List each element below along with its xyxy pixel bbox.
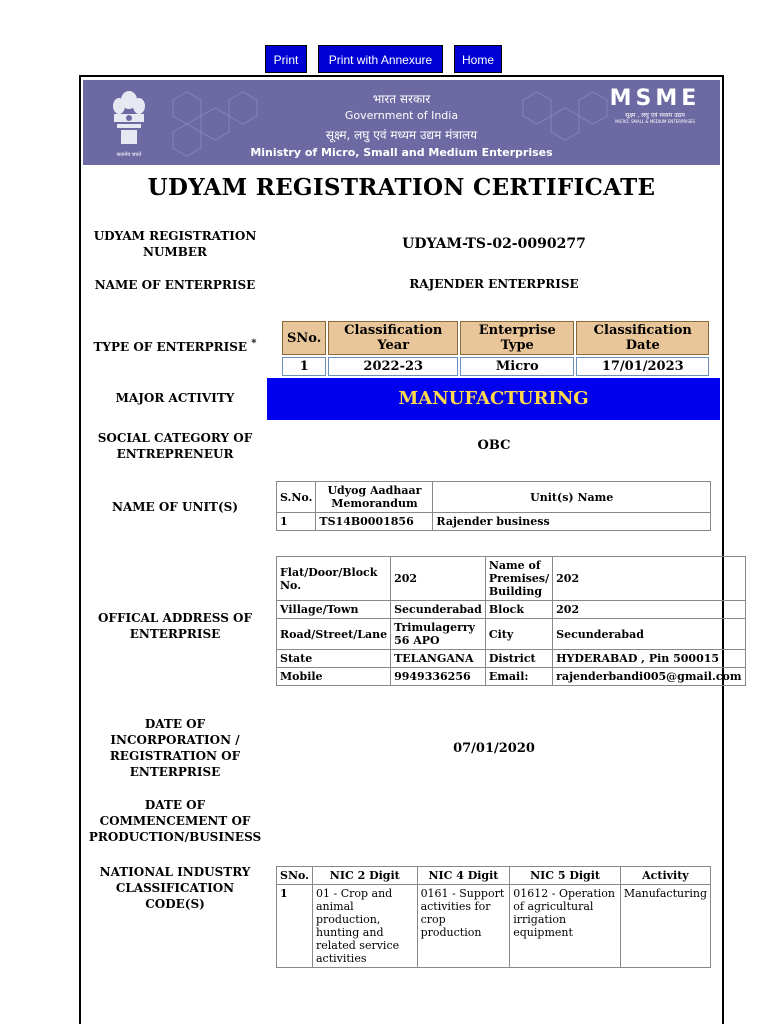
ministry-banner [83,80,720,165]
table-cell: Block [485,601,552,619]
government-text: Government of India [344,109,459,122]
units-label: NAME OF UNIT(S) [111,500,239,514]
msme-logo-text: MSME [609,86,701,111]
table-header: Unit(s) Name [433,482,711,513]
table-cell: Manufacturing [620,885,710,968]
hindi-government-text: भारत सरकार [372,92,431,106]
classification-table [280,319,711,378]
table-cell: District [485,650,552,668]
table-row [277,513,711,531]
table-cell: 1 [282,357,326,376]
table-row [277,601,746,619]
enterprise-name-value: RAJENDER ENTERPRISE [409,277,579,291]
social-category-value: OBC [477,438,511,453]
enterprise-name-label: NAME OF ENTERPRISE [94,278,256,292]
table-cell: Flat/Door/Block No. [277,557,391,601]
commencement-date-label: DATE OF COMMENCEMENT OF PRODUCTION/BUSINESS [88,798,262,844]
table-cell: TS14B0001856 [316,513,433,531]
table-cell: 17/01/2023 [576,357,709,376]
table-header: NIC 2 Digit [312,867,417,885]
table-cell: 202 [553,601,745,619]
table-header: NIC 4 Digit [417,867,510,885]
reg-number-label: UDYAM REGISTRATION NUMBER [93,229,257,259]
table-header: NIC 5 Digit [510,867,621,885]
table-cell: State [277,650,391,668]
top-button-bar [0,45,768,75]
nic-codes-label: NATIONAL INDUSTRY CLASSIFICATION CODE(S) [99,865,251,911]
table-header-row [277,867,711,885]
table-header: Udyog Aadhaar Memorandum [316,482,433,513]
msme-logo [605,86,705,136]
nic-table [276,866,711,968]
table-header: Classification Date [576,321,709,355]
reg-number-value: UDYAM-TS-02-0090277 [402,236,586,252]
table-cell: 1 [277,885,313,968]
enterprise-type-label-text: TYPE OF ENTERPRISE [93,340,248,354]
table-cell: Secunderabad [391,601,486,619]
table-header: Activity [620,867,710,885]
table-header: SNo. [277,867,313,885]
table-cell: Name of Premises/ Building [485,557,552,601]
table-cell: Village/Town [277,601,391,619]
table-header: S.No. [277,482,316,513]
table-row [277,557,746,601]
print-with-annexure-button[interactable]: Print with Annexure [318,45,443,73]
msme-logo-subtitle: MICRO, SMALL & MEDIUM ENTERPRISES [615,119,695,124]
table-row [277,885,711,968]
address-table [276,556,746,686]
certificate-title: UDYAM REGISTRATION CERTIFICATE [147,174,656,201]
table-cell: Micro [460,357,574,376]
table-cell: Secunderabad [553,619,745,650]
units-table [276,481,711,531]
print-button[interactable]: Print [265,45,307,73]
msme-logo-hindi: सूक्ष्म , लघु एवं मध्यम उद्यम [625,112,685,119]
table-cell: Rajender business [433,513,711,531]
table-cell: 202 [553,557,745,601]
table-cell: 01612 - Operation of agricultural irrigation equipment [510,885,621,968]
table-header: Enterprise Type [460,321,574,355]
hindi-ministry-text: सूक्ष्म, लघु एवं मध्यम उद्यम मंत्रालय [325,128,478,142]
table-row [282,357,709,376]
table-cell: 202 [391,557,486,601]
table-header: SNo. [282,321,326,355]
table-row [277,650,746,668]
table-row [277,619,746,650]
table-cell: 1 [277,513,316,531]
incorporation-date-label: DATE OF INCORPORATION / REGISTRATION OF ENTERPRISE [109,717,241,779]
ministry-text: Ministry of Micro, Small and Medium Enterprises [250,146,553,159]
table-cell: TELANGANA [391,650,486,668]
major-activity-label: MAJOR ACTIVITY [115,391,235,405]
table-cell: 2022-23 [328,357,458,376]
table-header-row [277,482,711,513]
table-cell: 9949336256 [391,668,486,686]
table-row [277,668,746,686]
asterisk-mark: * [251,338,257,349]
home-button[interactable]: Home [454,45,502,73]
table-cell: Trimulagerry 56 APO [391,619,486,650]
incorporation-date-value: 07/01/2020 [453,741,535,756]
emblem-caption: सत्यमेव जयते [116,152,142,158]
table-cell: rajenderbandi005@gmail.com [553,668,745,686]
social-category-label: SOCIAL CATEGORY OF ENTREPRENEUR [97,431,253,461]
address-label: OFFICAL ADDRESS OF ENTERPRISE [97,611,253,641]
table-header: Classification Year [328,321,458,355]
major-activity-value: MANUFACTURING [267,378,720,420]
table-cell: City [485,619,552,650]
table-header-row [282,321,709,355]
table-cell: Mobile [277,668,391,686]
table-cell: HYDERABAD , Pin 500015 [553,650,745,668]
table-cell: Road/Street/Lane [277,619,391,650]
table-cell: 0161 - Support activities for crop production [417,885,510,968]
table-cell: 01 - Crop and animal production, hunting and related service activities [312,885,417,968]
enterprise-type-label [86,336,264,355]
table-cell: Email: [485,668,552,686]
